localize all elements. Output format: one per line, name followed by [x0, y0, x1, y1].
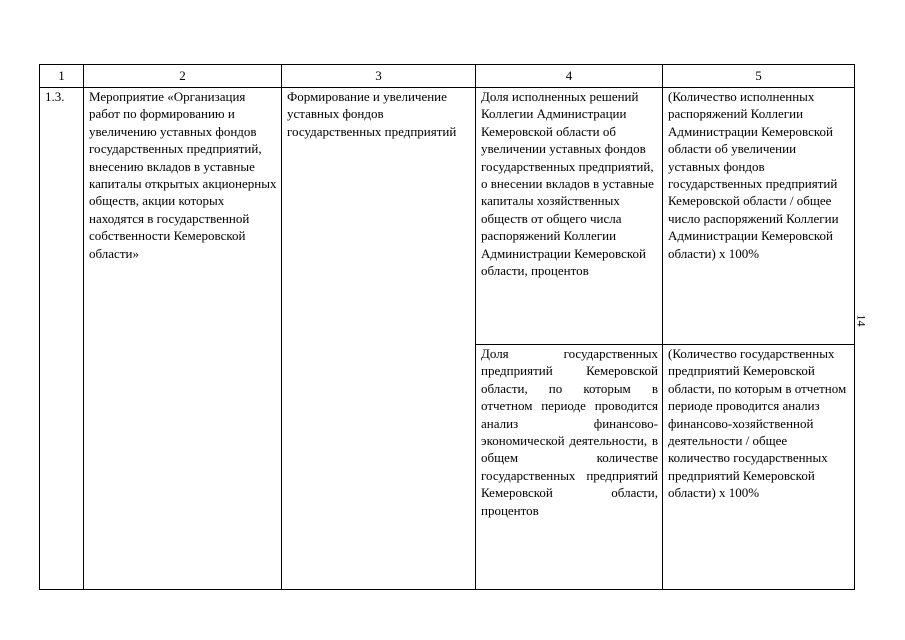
goal-cell: Формирование и увеличение уставных фондов государственных предприятий: [282, 88, 476, 590]
indicators-table: [39, 64, 855, 590]
table-header-row: [40, 65, 855, 88]
column-header-4: 4: [476, 65, 663, 88]
table-row: [40, 88, 855, 345]
formula-2-cell: (Количество государственных предприятий Кемеровской области, по которым в отчетном периоде проводится анализ финансово-хозяйственной деятельности / общее количество государственных предприятий Кемеровской области) х 100%: [663, 345, 855, 590]
column-header-1: 1: [40, 65, 84, 88]
indicator-1-cell: Доля исполненных решений Коллегии Администрации Кемеровской области об увеличении уставных фондов государственных предприятий, о внесении вкладов в уставные капиталы хозяйственных обществ от общего числа распоряжений Коллегии Администрации Кемеровской области, процентов: [476, 88, 663, 345]
activity-cell: Мероприятие «Организация работ по формированию и увеличению уставных фондов государственных предприятий, внесению вкладов в уставные капиталы открытых акционерных обществ, акции которых находятся в государственной собственности Кемеровской области»: [84, 88, 282, 590]
indicator-2-cell: Доля государственных предприятий Кемеровской области, по которым в отчетном периоде проводится анализ финансово-экономической деятельности, в общем количестве государственных предприятий Кемеровской области, процентов: [476, 345, 663, 590]
column-header-3: 3: [282, 65, 476, 88]
column-header-2: 2: [84, 65, 282, 88]
column-header-5: 5: [663, 65, 855, 88]
page-number: 14: [854, 314, 869, 327]
formula-1-cell: (Количество исполненных распоряжений Коллегии Администрации Кемеровской области об увеличении уставных фондов государственных предприятий Кемеровской области / общее число распоряжений Коллегии Администрации Кемеровской области) х 100%: [663, 88, 855, 345]
row-number-cell: 1.3.: [40, 88, 84, 590]
